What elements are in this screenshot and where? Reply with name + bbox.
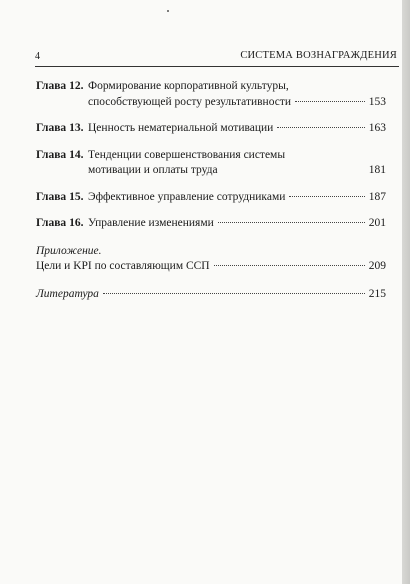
chapter-last-line xyxy=(88,216,386,232)
chapter-prefix: Глава xyxy=(36,80,67,92)
dot-leader xyxy=(103,293,365,294)
chapter-label xyxy=(36,216,88,232)
chapter-number: 15. xyxy=(69,190,84,203)
page-reference: 215 xyxy=(368,287,386,300)
chapter-label xyxy=(36,79,88,110)
chapter-last-line xyxy=(88,121,386,137)
chapter-title xyxy=(88,121,386,137)
toc-entry-appendix[interactable] xyxy=(36,244,386,275)
toc-entry-literature[interactable] xyxy=(36,287,386,303)
chapter-number: 13. xyxy=(69,122,84,134)
page-reference: 209 xyxy=(368,260,386,272)
chapter-title-line: Ценность нематериальной мотивации xyxy=(88,122,274,134)
chapter-prefix: Глава xyxy=(36,217,67,229)
dot-leader xyxy=(277,127,364,128)
table-of-contents xyxy=(36,79,386,302)
appendix-title: Цели и KPI по составляющим ССП xyxy=(36,260,210,272)
page-header xyxy=(35,48,399,67)
dot-leader xyxy=(295,101,365,102)
literature-title: Литература xyxy=(36,287,99,300)
chapter-title-line: Управление изменениями xyxy=(88,217,214,229)
appendix-line xyxy=(36,259,386,275)
page-reference: 163 xyxy=(368,122,386,134)
chapter-title xyxy=(88,216,386,232)
dot-leader xyxy=(218,222,365,223)
chapter-title xyxy=(88,79,386,110)
chapter-number: 14. xyxy=(69,148,84,161)
chapter-label xyxy=(36,148,88,179)
toc-entry-chapter-16[interactable] xyxy=(36,216,386,232)
chapter-last-line xyxy=(88,190,386,206)
toc-entry-chapter-13[interactable] xyxy=(36,121,386,137)
chapter-prefix: Глава xyxy=(36,122,67,134)
chapter-label xyxy=(36,121,88,137)
chapter-title-line: мотивации и оплаты труда xyxy=(88,164,218,176)
chapter-prefix: Глава xyxy=(36,190,67,203)
toc-entry-chapter-15[interactable] xyxy=(36,190,386,206)
chapter-prefix: Глава xyxy=(36,148,67,161)
chapter-title-line: Эффективное управление сотрудниками xyxy=(88,190,286,203)
literature-line xyxy=(36,287,386,303)
chapter-number: 16. xyxy=(69,217,84,229)
chapter-title-line: Формирование корпоративной культуры, xyxy=(88,80,289,92)
dot-leader xyxy=(222,169,365,170)
dot-leader xyxy=(289,196,364,197)
page-reference: 201 xyxy=(368,217,386,229)
running-title: СИСТЕМА ВОЗНАГРАЖДЕНИЯ xyxy=(240,50,397,61)
chapter-title xyxy=(88,190,386,206)
dot-leader xyxy=(214,265,365,266)
chapter-title xyxy=(88,148,386,179)
page-edge-shadow xyxy=(402,0,410,584)
chapter-last-line xyxy=(88,95,386,111)
appendix-label: Приложение. xyxy=(36,244,102,257)
chapter-number: 12. xyxy=(69,80,84,92)
chapter-label xyxy=(36,190,88,206)
chapter-title-line: способствующей росту результативности xyxy=(88,95,292,108)
page-reference: 153 xyxy=(368,95,386,108)
print-speck xyxy=(167,10,169,12)
chapter-title-line: Тенденции совершенствования системы xyxy=(88,148,286,161)
chapter-last-line xyxy=(88,163,386,179)
toc-entry-chapter-12[interactable] xyxy=(36,79,386,110)
page-number: 4 xyxy=(35,51,40,62)
toc-entry-chapter-14[interactable] xyxy=(36,148,386,179)
page-reference: 181 xyxy=(368,164,386,176)
page-reference: 187 xyxy=(368,190,386,203)
